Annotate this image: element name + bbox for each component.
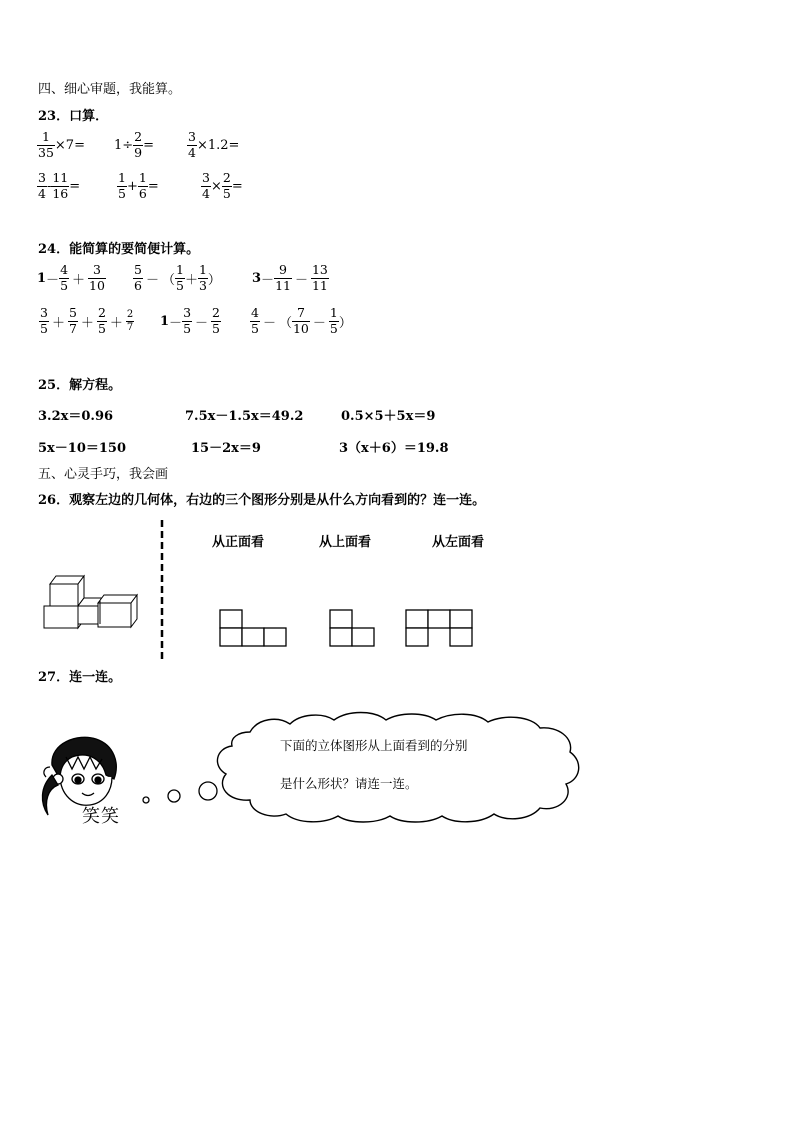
q23-item-3: $\frac{3}{4}$ ×1.2= xyxy=(188,129,240,160)
q25-equation-3: 0.5×5＋5x＝9 xyxy=(341,409,436,424)
q24-expr-2: $\frac{5}{6}$ － （ $\frac{1}{5}$ ＋ $\frac{1}{3}$ ） xyxy=(134,262,221,293)
section-5-title: 五、心灵手巧，我会画 xyxy=(38,467,169,482)
cloud-text-line-2: 是什么形状？请连一连。 xyxy=(280,776,418,791)
q25-equation-1: 3.2x＝0.96 xyxy=(38,409,114,424)
cloud-text-line-1: 下面的立体图形从上面看到的分别 xyxy=(280,738,468,753)
q27-label: 27．连一连。 xyxy=(38,670,122,685)
q25-equation-5: 15－2x＝9 xyxy=(191,441,261,456)
q23-item-4: $\frac{3}{4}$ - $\frac{11}{16}$ = xyxy=(38,170,81,201)
q23-item-5: $\frac{1}{5}$ + $\frac{1}{6}$ = xyxy=(118,170,159,201)
q24-expr-1: 1 － $\frac{4}{5}$ ＋ $\frac{3}{10}$ xyxy=(37,262,105,293)
q24-expr-6: $\frac{4}{5}$ － （ $\frac{7}{10}$ － $\frac{1}{5}$ ） xyxy=(251,305,352,336)
q24-expr-3: 3 － $\frac{9}{11}$ － $\frac{13}{11}$ xyxy=(252,262,328,293)
q26-label: 26．观察左边的几何体，右边的三个图形分别是从什么方向看到的？连一连。 xyxy=(38,493,486,508)
view-shape-3[interactable] xyxy=(405,609,475,649)
q25-equation-6: 3（x＋6）＝19.8 xyxy=(339,441,449,456)
q24-expr-4: $\frac{3}{5}$ ＋ $\frac{5}{7}$ ＋ $\frac{2}{5}$ ＋ $\frac{2}{7}$ xyxy=(40,305,134,336)
dashed-divider xyxy=(160,520,164,660)
view-label-top: 从上面看 xyxy=(319,535,372,550)
thought-bubbles xyxy=(140,778,220,808)
q25-equation-4: 5x－10＝150 xyxy=(38,441,127,456)
q24-label: 24．能简算的要简便计算。 xyxy=(38,242,200,257)
view-shape-2[interactable] xyxy=(329,609,377,649)
q23-item-6: $\frac{3}{4}$ × $\frac{2}{5}$ = xyxy=(202,170,243,201)
q24-expr-5: 1 － $\frac{3}{5}$ － $\frac{2}{5}$ xyxy=(160,305,220,336)
view-label-front: 从正面看 xyxy=(212,535,265,550)
speech-cloud xyxy=(214,712,584,824)
view-shape-1[interactable] xyxy=(219,609,289,649)
section-4-title: 四、细心审题，我能算。 xyxy=(38,82,182,97)
q23-item-1: $\frac{1}{35}$ ×7= xyxy=(38,129,85,160)
q23-label: 23．口算． xyxy=(38,109,109,124)
girl-name: 笑笑 xyxy=(82,806,120,827)
q23-item-2: 1÷ $\frac{2}{9}$ = xyxy=(114,129,155,160)
cube-solid-figure xyxy=(40,572,140,634)
view-label-left: 从左面看 xyxy=(432,535,485,550)
q25-equation-2: 7.5x－1.5x＝49.2 xyxy=(185,409,304,424)
q25-label: 25．解方程。 xyxy=(38,378,122,393)
